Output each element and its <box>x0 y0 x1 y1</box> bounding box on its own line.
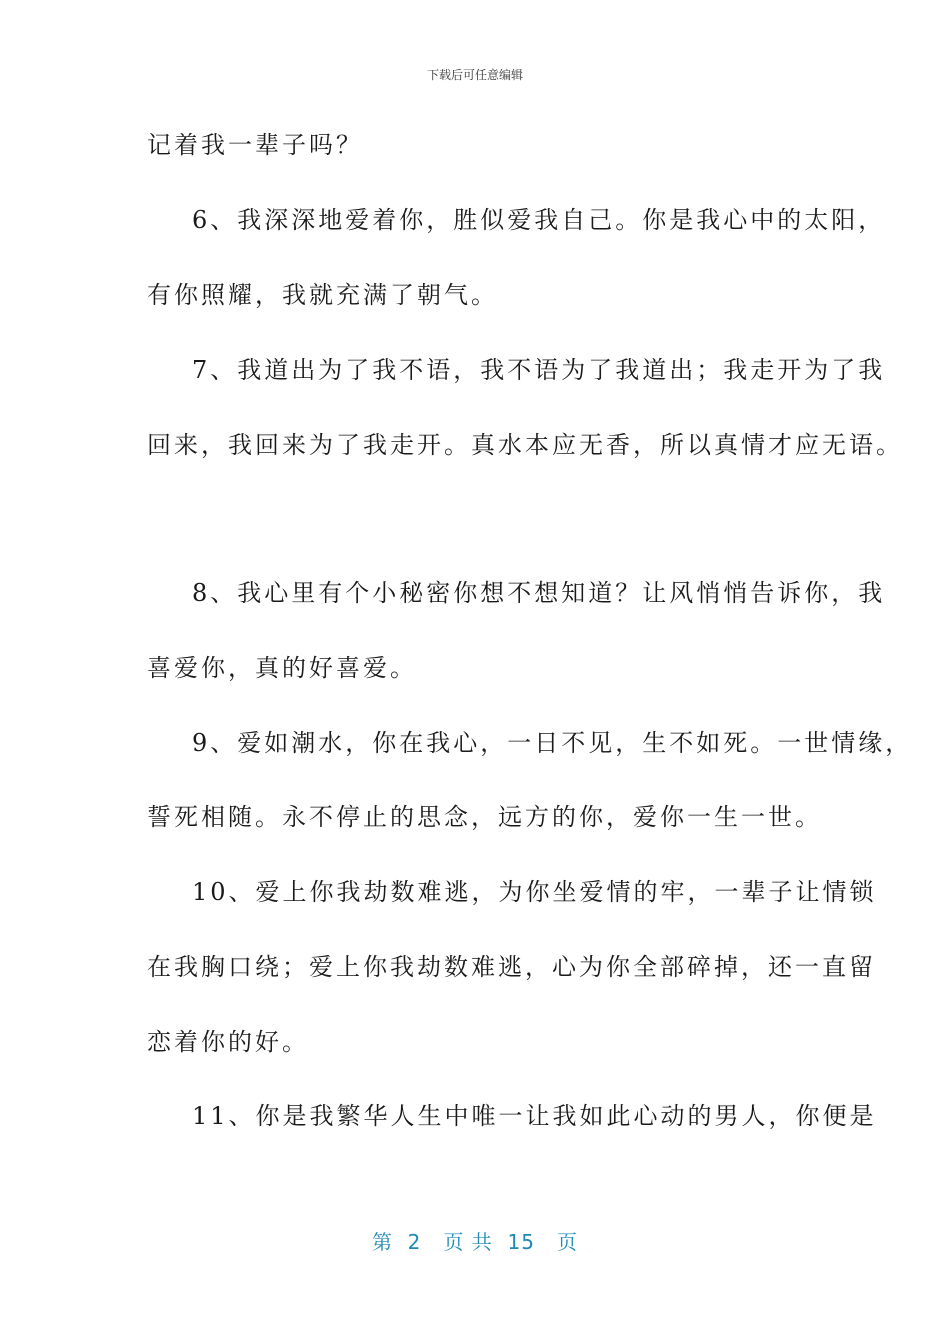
text-line-2: 6、我深深地爱着你，胜似爱我自己。你是我心中的太阳， <box>192 206 886 234</box>
text-line-4: 7、我道出为了我不语，我不语为了我道出；我走开为了我 <box>192 356 886 384</box>
page-header: 下载后可任意编辑 <box>426 68 523 82</box>
text-line-10: 10、爱上你我劫数难逃，为你坐爱情的牢，一辈子让情锁 <box>192 878 877 906</box>
text-line-13: 11、你是我繁华人生中唯一让我如此心动的男人，你便是 <box>192 1102 877 1130</box>
text-line-1: 记着我一辈子吗？ <box>147 131 363 159</box>
text-line-5: 回来，我回来为了我走开。真水本应无香，所以真情才应无语。 <box>147 431 903 459</box>
text-line-12: 恋着你的好。 <box>147 1028 309 1056</box>
text-line-3: 有你照耀，我就充满了朝气。 <box>147 281 498 309</box>
page-number-footer: 第 2 页 共 15 页 <box>371 1230 579 1254</box>
text-line-7: 喜爱你，真的好喜爱。 <box>147 654 417 682</box>
text-line-11: 在我胸口绕；爱上你我劫数难逃，心为你全部碎掉，还一直留 <box>147 953 876 981</box>
text-line-9: 誓死相随。永不停止的思念，远方的你，爱你一生一世。 <box>147 803 822 831</box>
text-line-8: 9、爱如潮水，你在我心，一日不见，生不如死。一世情缘， <box>192 729 913 757</box>
text-line-6: 8、我心里有个小秘密你想不想知道？让风悄悄告诉你，我 <box>192 579 886 607</box>
